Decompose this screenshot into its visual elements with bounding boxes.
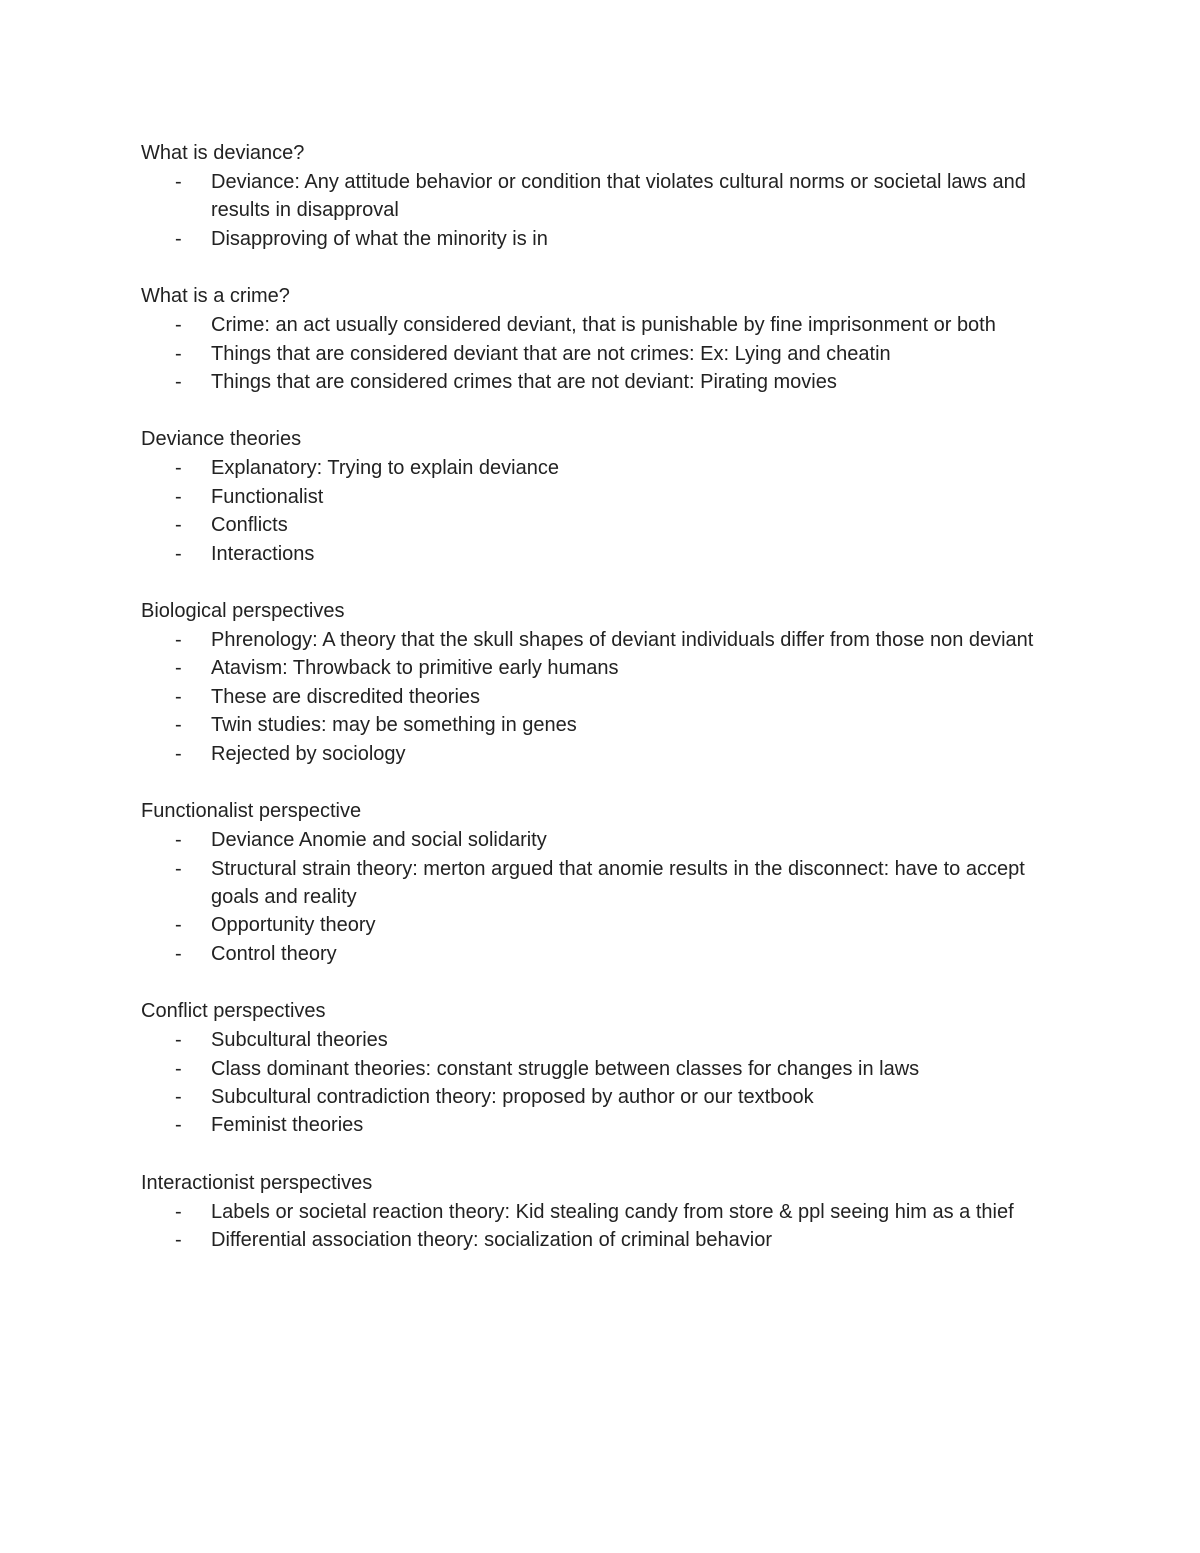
dash-bullet-icon: - (175, 657, 182, 680)
dash-bullet-icon: - (175, 371, 182, 394)
list-item (141, 683, 1071, 711)
section-heading: Conflict perspectives (141, 1000, 326, 1023)
list-item (141, 311, 1071, 339)
notes-section (141, 597, 1071, 768)
list-item (141, 826, 1071, 854)
dash-bullet-icon: - (175, 914, 182, 937)
list-item (141, 340, 1071, 368)
list-item-text: Rejected by sociology (211, 742, 406, 765)
list-item (141, 626, 1071, 654)
list-item (141, 654, 1071, 682)
section-heading: Interactionist perspectives (141, 1171, 373, 1194)
list-item (141, 1055, 1071, 1083)
list-item-text: Labels or societal reaction theory: Kid stealing candy from store & ppl seeing him as a thief (211, 1200, 1014, 1223)
list-item-text: Opportunity theory (211, 914, 376, 937)
section-heading: What is deviance? (141, 142, 305, 164)
list-item (141, 511, 1071, 539)
list-item-text: Things that are considered crimes that are not deviant: Pirating movies (211, 371, 837, 394)
list-item (141, 483, 1071, 511)
list-item-text: Structural strain theory: merton argued that anomie results in the disconnect: have to accept goals and reality (211, 857, 1025, 908)
list-item-text: Explanatory: Trying to explain deviance (211, 457, 559, 480)
notes-section (141, 1169, 1071, 1255)
section-heading: What is a crime? (141, 285, 290, 308)
list-item-text: Subcultural theories (211, 1029, 388, 1052)
list-item (141, 911, 1071, 939)
list-item-text: Feminist theories (211, 1114, 364, 1137)
dash-bullet-icon: - (175, 1029, 182, 1052)
notes-section (141, 282, 1071, 396)
list-item-text: Control theory (211, 942, 337, 965)
list-item-text: These are discredited theories (211, 685, 481, 708)
dash-bullet-icon: - (175, 742, 182, 765)
list-item (141, 1111, 1071, 1139)
list-item (141, 168, 1071, 225)
list-item (141, 1198, 1071, 1226)
dash-bullet-icon: - (175, 171, 182, 193)
list-item (141, 940, 1071, 968)
list-item-text: Deviance Anomie and social solidarity (211, 829, 547, 852)
notes-section (141, 139, 1071, 253)
list-item-text: Twin studies: may be something in genes (211, 714, 577, 737)
dash-bullet-icon: - (175, 314, 182, 337)
list-item (141, 1226, 1071, 1254)
list-item-text: Disapproving of what the minority is in (211, 227, 548, 250)
list-item-text: Subcultural contradiction theory: proposed by author or our textbook (211, 1085, 814, 1108)
dash-bullet-icon: - (175, 829, 182, 852)
notes-section (141, 797, 1071, 968)
dash-bullet-icon: - (175, 942, 182, 965)
dash-bullet-icon: - (175, 685, 182, 708)
list-item (141, 540, 1071, 568)
dash-bullet-icon: - (175, 1200, 182, 1223)
dash-bullet-icon: - (175, 514, 182, 537)
list-item (141, 1083, 1071, 1111)
list-item-text: Functionalist (211, 485, 324, 508)
dash-bullet-icon: - (175, 227, 182, 250)
list-item-text: Class dominant theories: constant struggle between classes for changes in laws (211, 1057, 920, 1080)
dash-bullet-icon: - (175, 485, 182, 508)
dash-bullet-icon: - (175, 1057, 182, 1080)
list-item-text: Atavism: Throwback to primitive early humans (211, 657, 619, 680)
list-item-text: Conflicts (211, 514, 288, 537)
dash-bullet-icon: - (175, 542, 182, 565)
list-item-text: Crime: an act usually considered deviant, that is punishable by fine imprisonment or both (211, 314, 996, 337)
dash-bullet-icon: - (175, 857, 182, 880)
dash-bullet-icon: - (175, 342, 182, 365)
notes-section (141, 425, 1071, 568)
list-item (141, 711, 1071, 739)
dash-bullet-icon: - (175, 1229, 182, 1252)
list-item-text: Phrenology: A theory that the skull shapes of deviant individuals differ from those non deviant (211, 629, 1034, 652)
list-item-text: Deviance: Any attitude behavior or condition that violates cultural norms or societal laws and results in disapproval (211, 171, 1026, 222)
section-heading: Deviance theories (141, 428, 302, 451)
list-item (141, 855, 1071, 912)
list-item (141, 454, 1071, 482)
dash-bullet-icon: - (175, 457, 182, 480)
dash-bullet-icon: - (175, 1085, 182, 1108)
list-item (141, 1026, 1071, 1054)
list-item (141, 368, 1071, 396)
notes-section (141, 997, 1071, 1140)
dash-bullet-icon: - (175, 629, 182, 652)
list-item-text: Interactions (211, 542, 315, 565)
list-item (141, 740, 1071, 768)
dash-bullet-icon: - (175, 714, 182, 737)
section-heading: Biological perspectives (141, 600, 345, 623)
list-item-text: Things that are considered deviant that are not crimes: Ex: Lying and cheatin (211, 342, 891, 365)
dash-bullet-icon: - (175, 1114, 182, 1137)
document-body (141, 139, 1071, 1284)
list-item-text: Differential association theory: socialization of criminal behavior (211, 1229, 773, 1252)
section-heading: Functionalist perspective (141, 800, 362, 823)
list-item (141, 225, 1071, 253)
